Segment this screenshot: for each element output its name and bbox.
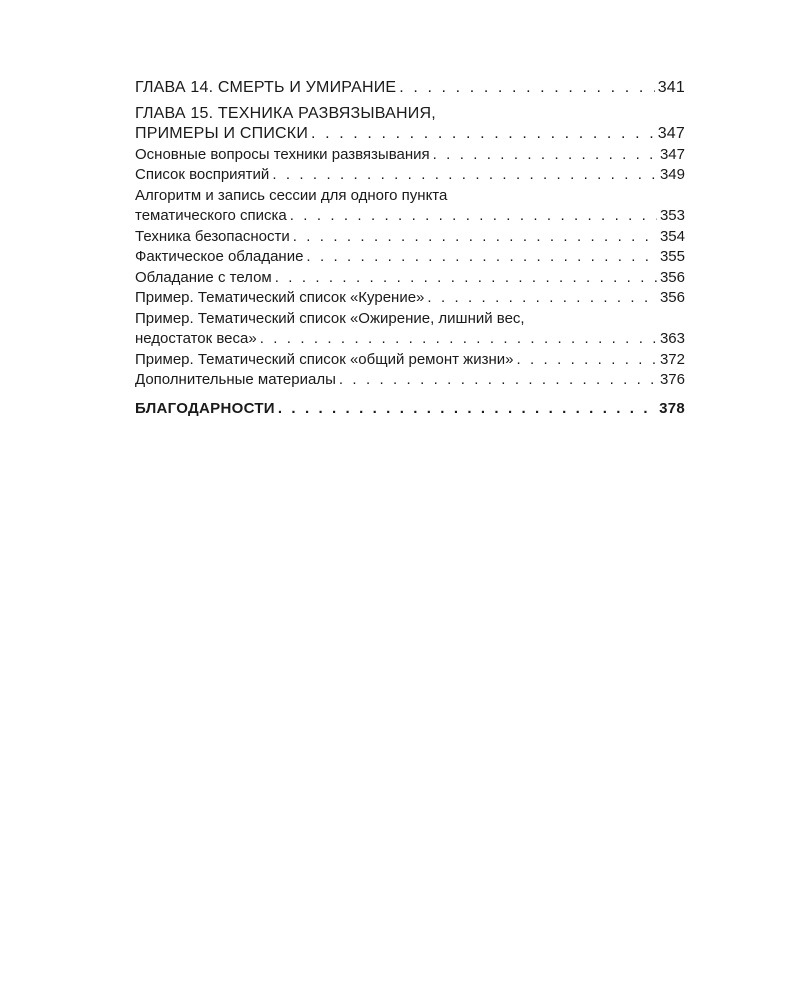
dot-leader — [272, 165, 657, 186]
toc-entry-title: Список восприятий — [135, 166, 270, 183]
toc-entry — [135, 268, 685, 289]
toc-entry — [135, 350, 685, 371]
toc-entry-title: Дополнительные материалы — [135, 371, 336, 388]
toc-entry-page: 353 — [659, 207, 685, 224]
toc-entry-title: недостаток веса» — [135, 330, 257, 347]
toc-entry-page: 347 — [659, 145, 685, 163]
toc-entry — [135, 165, 685, 186]
dot-leader — [399, 78, 654, 99]
dot-leader — [293, 227, 657, 248]
toc-entry-title: Основные вопросы техники развязывания — [135, 145, 430, 163]
dot-leader — [339, 370, 657, 391]
toc-entry-page: 363 — [659, 330, 685, 347]
toc-entry-title: БЛАГОДАРНОСТИ — [135, 399, 275, 417]
dot-leader — [275, 268, 657, 289]
dot-leader — [260, 329, 657, 350]
toc-entry — [135, 227, 685, 248]
toc-entry-title: Обладание с телом — [135, 268, 272, 286]
toc-entry-page: 372 — [659, 350, 685, 368]
toc-entry-page: 356 — [659, 289, 685, 306]
dot-leader — [311, 124, 655, 145]
toc-entry-title: ПРИМЕРЫ И СПИСКИ — [135, 125, 309, 142]
toc-entry-title: тематического списка — [135, 207, 287, 224]
toc-entry — [135, 370, 685, 391]
toc-entry-title: Пример. Тематический список «Курение» — [135, 289, 425, 306]
toc-entry-chapter-15 — [135, 104, 685, 145]
toc-entry-title: Фактическое обладание — [135, 248, 304, 265]
dot-leader — [306, 247, 657, 268]
toc-entry-title-line1: Пример. Тематический список «Ожирение, лишний вес, — [135, 309, 525, 327]
dot-leader — [433, 145, 657, 166]
toc-entry — [135, 288, 685, 309]
toc-entry-page: 376 — [659, 371, 685, 388]
toc-entry — [135, 247, 685, 268]
toc-entry-title-line1: Алгоритм и запись сессии для одного пункта — [135, 186, 448, 204]
dot-leader — [290, 206, 657, 227]
dot-leader — [516, 350, 657, 371]
toc-entry — [135, 309, 685, 350]
toc-entry — [135, 145, 685, 166]
toc-entry-page: 354 — [659, 227, 685, 245]
table-of-contents — [135, 78, 685, 419]
toc-entry — [135, 186, 685, 227]
toc-entry-page: 349 — [659, 166, 685, 183]
toc-entry-page: 341 — [657, 79, 685, 96]
toc-entry-page: 355 — [659, 248, 685, 265]
toc-entry-chapter-14 — [135, 78, 685, 99]
toc-entry-title: Техника безопасности — [135, 227, 290, 245]
toc-entry-page: 378 — [659, 399, 685, 417]
toc-entry-page: 356 — [659, 268, 685, 286]
toc-entry-title-line1: ГЛАВА 15. ТЕХНИКА РАЗВЯЗЫВАНИЯ, — [135, 104, 436, 122]
dot-leader — [278, 399, 656, 420]
toc-entry-title: ГЛАВА 14. СМЕРТЬ И УМИРАНИЕ — [135, 79, 397, 96]
toc-entry-title: Пример. Тематический список «общий ремонт жизни» — [135, 350, 514, 368]
toc-entry-page: 347 — [657, 125, 685, 142]
toc-entry-acknowledgements — [135, 399, 685, 420]
dot-leader — [427, 288, 657, 309]
